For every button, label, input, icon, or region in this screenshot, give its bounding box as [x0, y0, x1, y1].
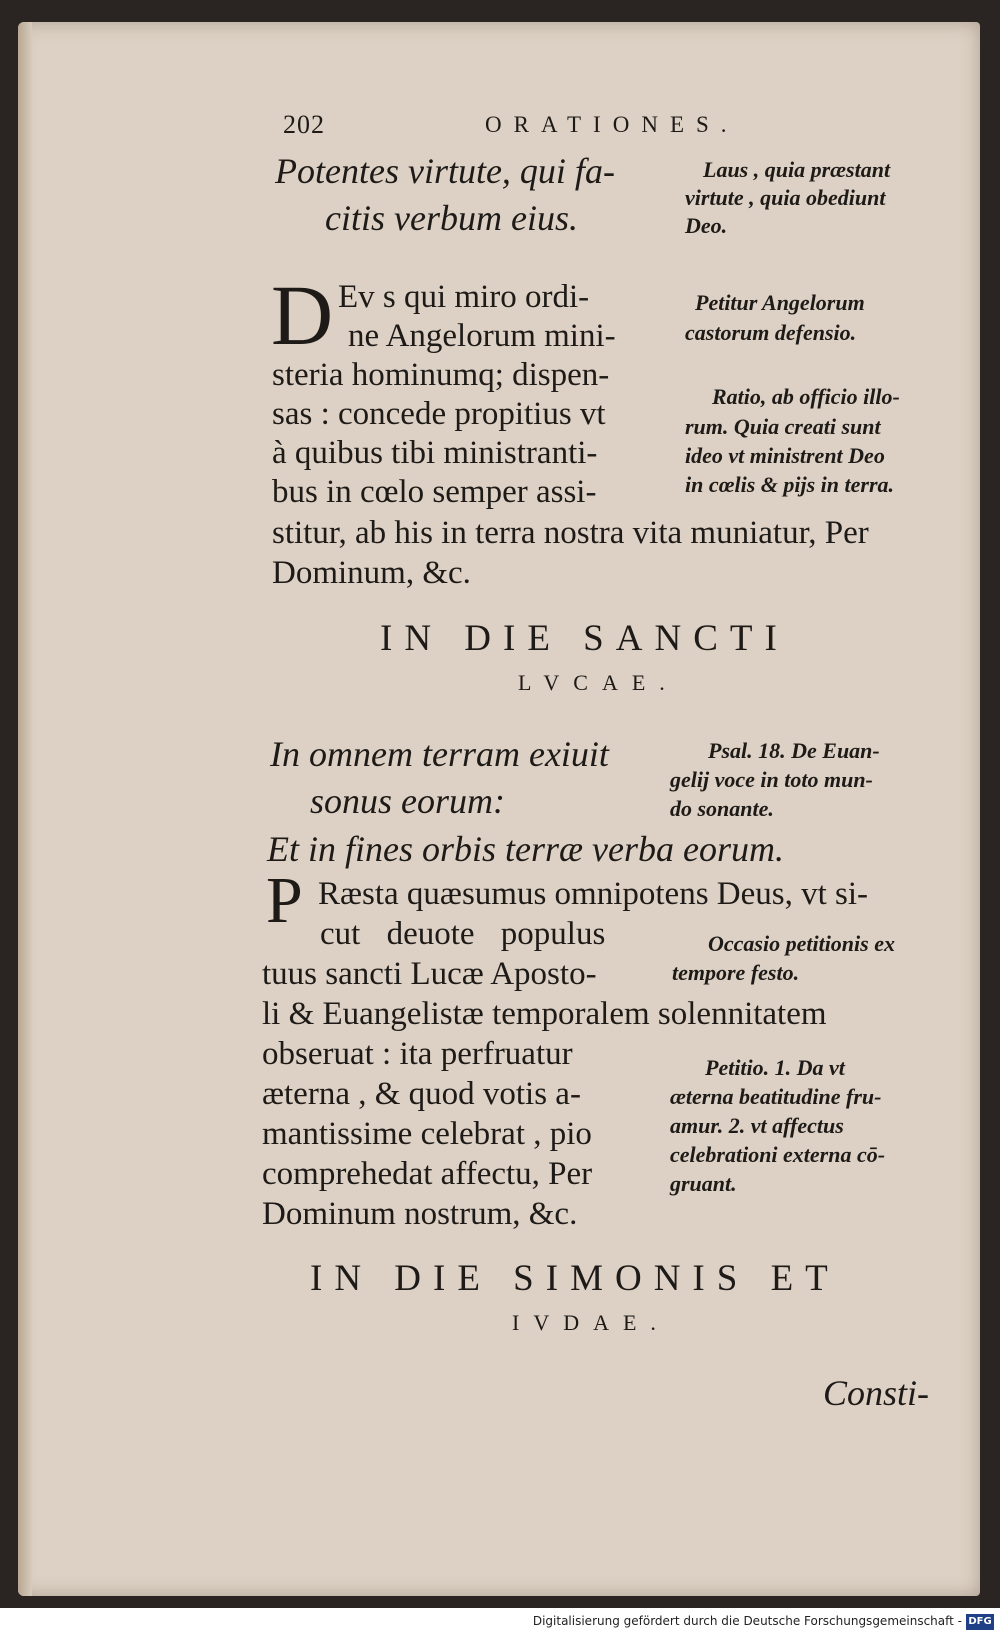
- prayer-line: bus in cœlo semper assi-: [272, 474, 597, 510]
- prayer-line: mantissime celebrat , pio: [262, 1116, 592, 1152]
- verse-line-2: citis verbum eius.: [325, 198, 578, 238]
- prayer-line: cut deuote populus: [320, 916, 606, 952]
- section-title: IN DIE SANCTI: [380, 618, 789, 659]
- margin-note: Petitio. 1. Da vt: [705, 1055, 845, 1080]
- verse-note-line: Psal. 18. De Euan-: [708, 738, 880, 763]
- margin-note: Ratio, ab officio illo-: [712, 384, 900, 409]
- prayer-line: stitur, ab his in terra nostra vita muniatur, Per: [272, 515, 869, 551]
- prayer-line: sas : concede propitius vt: [272, 396, 606, 432]
- prayer-line: Ev s qui miro ordi-: [338, 279, 590, 315]
- page-number: 202: [283, 110, 325, 139]
- verse-note-line: Deo.: [685, 213, 728, 238]
- prayer-line: li & Euangelistæ temporalem solennitatem: [262, 996, 827, 1032]
- drop-cap: P: [266, 864, 303, 937]
- margin-note: æterna beatitudine fru-: [670, 1084, 882, 1109]
- margin-note: in cœlis & pijs in terra.: [685, 472, 895, 497]
- margin-note: Petitur Angelorum: [695, 290, 865, 315]
- verse-line-3: Et in fines orbis terræ verba eorum.: [267, 829, 784, 869]
- margin-note: ideo vt ministrent Deo: [685, 443, 885, 468]
- footer-credit: Digitalisierung gefördert durch die Deutsche Forschungsgemeinschaft -: [532, 1614, 962, 1628]
- margin-note: gruant.: [670, 1171, 737, 1196]
- prayer-line: Dominum nostrum, &c.: [262, 1196, 578, 1232]
- prayer-line: ne Angelorum mini-: [348, 318, 616, 354]
- section-subtitle: LVCAE.: [518, 670, 679, 695]
- page-edge: [18, 22, 32, 1596]
- prayer-line: obseruat : ita perfruatur: [262, 1036, 573, 1072]
- margin-note: amur. 2. vt affectus: [670, 1113, 844, 1138]
- prayer-line: Dominum, &c.: [272, 555, 471, 591]
- margin-note: Occasio petitionis ex: [708, 931, 895, 956]
- prayer-line: à quibus tibi ministranti-: [272, 435, 598, 471]
- drop-cap: D: [271, 267, 334, 363]
- prayer-line: tuus sancti Lucæ Aposto-: [262, 956, 597, 992]
- verse-note-line: virtute , quia obediunt: [685, 185, 886, 210]
- section-subtitle: IVDAE.: [512, 1310, 670, 1335]
- verse-note-line: do sonante.: [670, 796, 774, 821]
- margin-note: tempore festo.: [672, 960, 800, 985]
- margin-note: rum. Quia creati sunt: [685, 414, 881, 439]
- verse-note-line: Laus , quia præstant: [703, 157, 891, 182]
- margin-note: celebrationi externa cō-: [670, 1142, 886, 1167]
- verse-line-1: In omnem terram exiuit: [270, 734, 609, 774]
- verse-line-1: Potentes virtute, qui fa-: [275, 151, 615, 191]
- verse-line-2: sonus eorum:: [310, 781, 505, 821]
- margin-note: castorum defensio.: [685, 320, 857, 345]
- prayer-line: æterna , & quod votis a-: [262, 1076, 581, 1112]
- prayer-line: comprehedat affectu, Per: [262, 1156, 593, 1192]
- catchword: Consti-: [823, 1373, 930, 1413]
- prayer-line: Ræsta quæsumus omnipotens Deus, vt si-: [318, 876, 869, 912]
- prayer-line: steria hominumq; dispen-: [272, 357, 610, 393]
- footer-bar: [0, 1610, 1000, 1635]
- section-title: IN DIE SIMONIS ET: [310, 1258, 840, 1299]
- dfg-logo: DFG: [966, 1614, 994, 1630]
- running-head: ORATIONES.: [485, 112, 739, 137]
- verse-note-line: gelij voce in toto mun-: [670, 767, 873, 792]
